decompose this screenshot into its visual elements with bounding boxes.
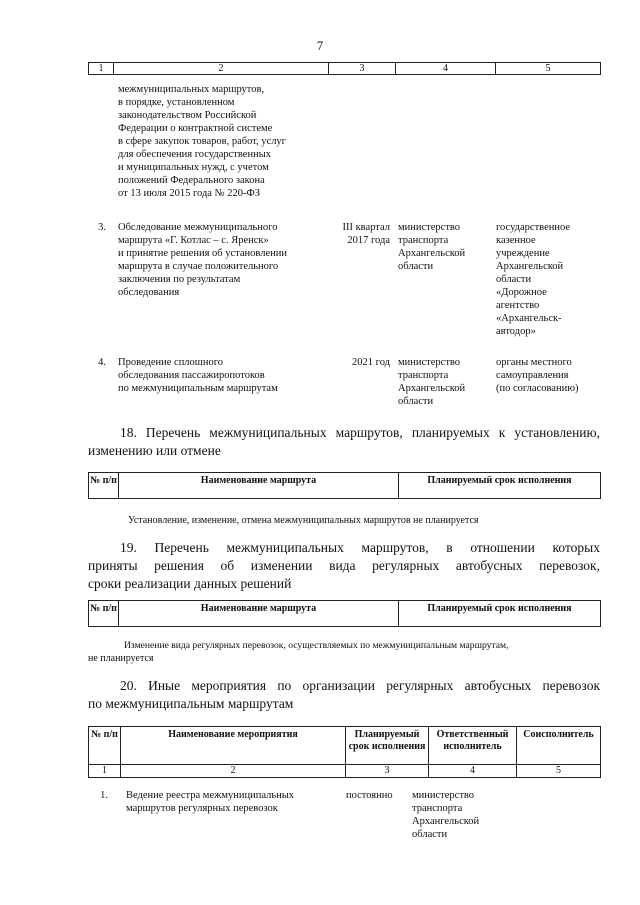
row-term: III квартал 2017 года	[342, 222, 390, 246]
header-planned-term: Планируемый срок исполнения	[346, 727, 429, 765]
row-responsible: министерство транспорта Архангельской области	[412, 790, 480, 840]
row-number: 4.	[98, 357, 106, 368]
page-number: 7	[316, 38, 324, 53]
section-19-note: Изменение вида регулярных перевозок, осуществляемых по межмуниципальным маршрутам, не планируется	[88, 640, 509, 664]
top-table-header	[88, 62, 601, 75]
row-coexecutor: органы местного самоуправления (по согласованию)	[496, 357, 579, 394]
col-number: 1	[89, 765, 121, 778]
row-term: постоянно	[346, 790, 393, 801]
header-route-name: Наименование маршрута	[119, 601, 399, 627]
header-number: № п/п	[89, 601, 119, 627]
row-name: Проведение сплошного обследования пассажиропотоков по межмуниципальным маршрутам	[118, 357, 278, 394]
header-responsible: Ответственный исполнитель	[429, 727, 517, 765]
col-number: 5	[517, 765, 601, 778]
row-name: Обследование межмуниципального маршрута «Г. Котлас – с. Яренск» и принятие решения об установлении маршрута в случае положительного заключения по результатам обследования	[118, 222, 287, 298]
col-number: 1	[89, 63, 114, 75]
header-coexecutor: Соисполнитель	[517, 727, 601, 765]
header-planned-term: Планируемый срок исполнения	[399, 473, 601, 499]
header-planned-term: Планируемый срок исполнения	[399, 601, 601, 627]
section-18-table	[88, 472, 601, 499]
continuation-text: межмуниципальных маршрутов, в порядке, установленном законодательством Российской Федерации о контрактной системе в сфере закупок товаров, работ, услуг для обеспечения государственных и муниципальных нужд, с учетом положений Федерального закона от 13 июля 2015 года № 220-ФЗ	[118, 84, 286, 199]
col-number: 4	[429, 765, 517, 778]
section-18-heading: 18. Перечень межмуниципальных маршрутов, планируемых к установлению, изменению или отмене	[88, 425, 600, 458]
col-number: 2	[121, 765, 346, 778]
section-20-table	[88, 726, 601, 778]
header-activity-name: Наименование мероприятия	[121, 727, 346, 765]
section-18-note: Установление, изменение, отмена межмуниципальных маршрутов не планируется	[128, 515, 479, 526]
header-number: № п/п	[89, 727, 121, 765]
header-route-name: Наименование маршрута	[119, 473, 399, 499]
col-number: 5	[496, 63, 601, 75]
row-term: 2021 год	[352, 357, 390, 368]
row-number: 3.	[98, 222, 106, 233]
col-number: 3	[346, 765, 429, 778]
row-number: 1.	[100, 790, 108, 801]
col-number: 2	[114, 63, 329, 75]
section-19-heading: 19. Перечень межмуниципальных маршрутов, в отношении которых приняты решения об изменении вида регулярных автобусных перевозок, сроки реализации данных решений	[88, 540, 600, 591]
row-responsible: министерство транспорта Архангельской области	[398, 222, 466, 272]
row-name: Ведение реестра межмуниципальных маршрутов регулярных перевозок	[126, 790, 295, 814]
section-20-heading: 20. Иные мероприятия по организации регулярных автобусных перевозок по межмуниципальным маршрутам	[88, 678, 600, 711]
row-responsible: министерство транспорта Архангельской области	[398, 357, 466, 407]
header-number: № п/п	[89, 473, 119, 499]
col-number: 4	[396, 63, 496, 75]
col-number: 3	[329, 63, 396, 75]
row-coexecutor: государственное казенное учреждение Архангельской области «Дорожное агентство «Архангельск- автодор»	[496, 222, 571, 337]
section-19-table	[88, 600, 601, 627]
